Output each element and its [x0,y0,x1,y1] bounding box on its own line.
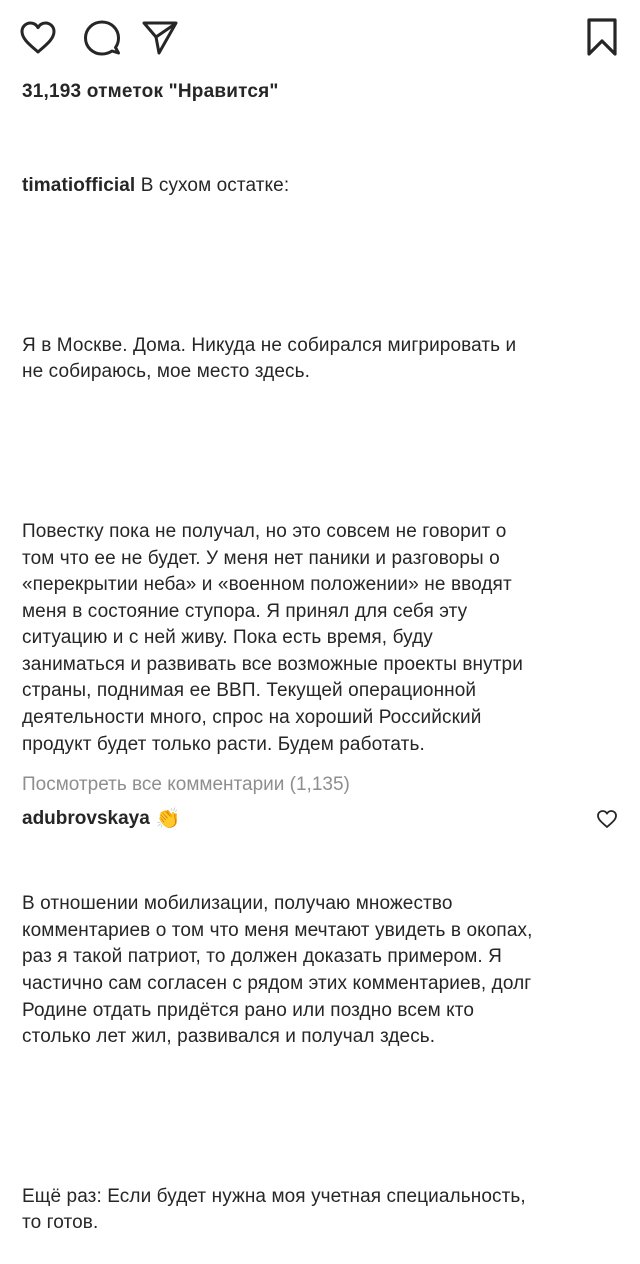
small-heart-outline-icon [596,808,618,830]
caption-first-line-text: В сухом остатке: [135,175,290,197]
caption-username[interactable]: timatiofficial [22,175,136,197]
bookmark-icon [582,16,622,58]
comment-like-button[interactable] [596,808,618,830]
paragraph-gap [22,1104,622,1131]
paragraph-gap [22,253,622,280]
clapping-hands-emoji: 👏 [155,808,181,830]
caption-paragraph: Повестку пока не получал, но это совсем не говорит о том что ее не будет. У меня нет паники и разговоры о «перекрытии неба» и «военном положении» не вводят меня в состояние ступора. Я принял для себя эту ситуацию и с ней живу. Пока есть время, буду заниматься и развивать все возможные проекты внутри страны, поднимая ее ВВП. Текущей операционной деятельности много, спрос на хороший Российский продукт будет только расти. Будем работать. [22,520,523,755]
caption-first-line [22,173,622,200]
view-all-comments-link[interactable]: Посмотреть все комментарии (1,135) [22,774,350,795]
save-button[interactable] [582,16,622,58]
post-caption [22,120,622,1264]
caption-paragraph: Ещё раз: Если будет нужна моя учетная специальность, то готов. [22,1185,526,1234]
caption-paragraph: Я в Москве. Дома. Никуда не собирался мигрировать и не собираюсь, мое место здесь. [22,334,517,383]
likes-count[interactable]: 31,193 отметок "Нравится" [22,81,279,102]
paper-plane-icon [140,18,180,58]
share-button[interactable] [140,18,180,58]
heart-outline-icon [18,18,58,58]
comment-username[interactable]: adubrovskaya [22,808,150,829]
comment-button[interactable] [82,18,122,58]
caption-paragraph: В отношении мобилизации, получаю множество комментариев о том что меня мечтают увидеть в окопах, раз я такой патриот, то должен доказать примером. Я частично сам согласен с рядом этих комментариев, долг Родине отдать придётся рано или поздно всем кто столько лет жил, развивался и получал здесь. [22,893,533,1048]
comment-item [22,806,181,832]
like-button[interactable] [18,18,58,58]
post-action-bar [0,0,640,80]
paragraph-gap [22,439,622,466]
comment-bubble-icon [82,18,122,58]
